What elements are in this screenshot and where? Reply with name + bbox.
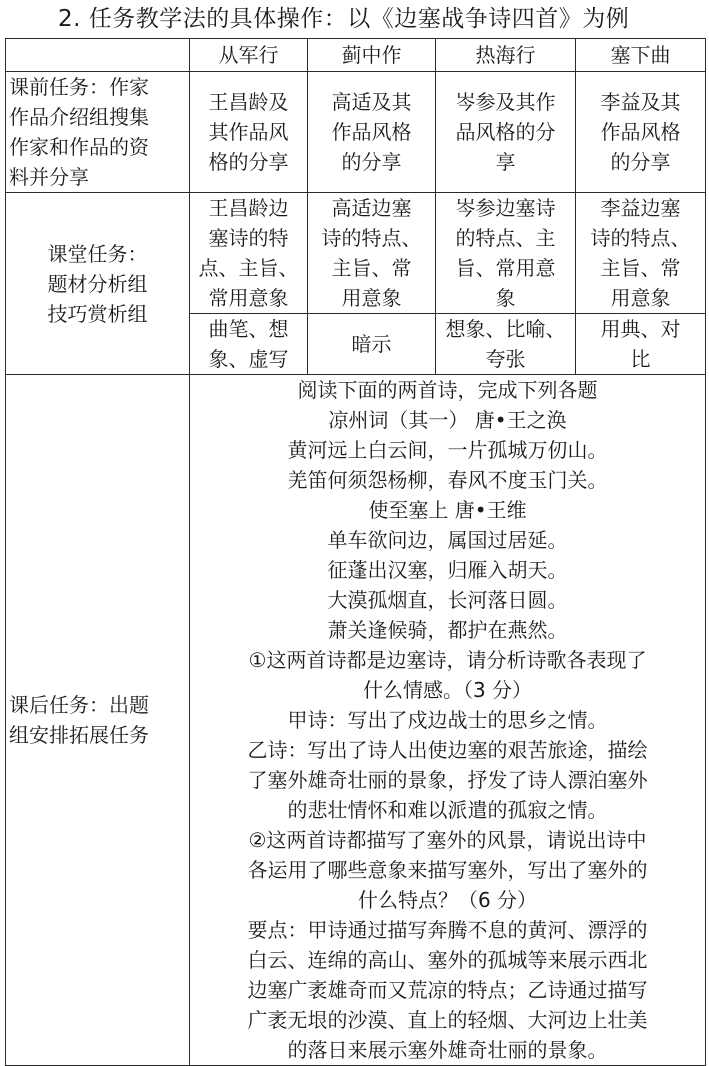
poem-line: 征蓬出汉塞，归雁入胡天。 (327, 558, 568, 582)
answer-1-line: 甲诗：写出了戍边战士的思乡之情。 (287, 708, 608, 732)
question-1-line: 什么情感。（3 分） (362, 678, 533, 702)
poem-line: 羌笛何须怨杨柳，春风不度玉门关。 (287, 468, 608, 492)
poem-line: 黄河远上白云间，一片孤城万仞山。 (287, 438, 608, 462)
pre-class-cell-censhen: 岑参及其作 品风格的分 享 (436, 72, 576, 193)
question-2-line: 什么特点？（6 分） (357, 888, 538, 912)
question-1-line: ①这两首诗都是边塞诗，请分析诗歌各表现了 (248, 648, 647, 672)
pre-class-row (6, 72, 706, 193)
poem-line: 大漠孤烟直，长河落日圆。 (327, 588, 568, 612)
answer-2-line: 白云、连绵的高山、塞外的孤城等来展示西北 (247, 948, 648, 972)
header-cell-rehaixing: 热海行 (436, 39, 576, 72)
poem-title-liangzhouci: 凉州词（其一） 唐•王之涣 (328, 408, 567, 432)
page-title: 2. 任务教学法的具体操作：以《边塞战争诗四首》为例 (58, 6, 630, 32)
task-teaching-table (5, 38, 706, 1066)
question-2-line: 各运用了哪些意象来描写塞外，写出了塞外的 (247, 858, 648, 882)
theme-cell-liyi: 李益边塞 诗的特点、 主旨、常 用意象 (576, 193, 706, 314)
header-cell-saixiaqu: 塞下曲 (576, 39, 706, 72)
theme-cell-wangchangling: 王昌龄边 塞诗的特 点、主旨、 常用意象 (190, 193, 308, 314)
technique-cell-gaoshi: 暗示 (308, 314, 436, 375)
instruction-line: 阅读下面的两首诗，完成下列各题 (297, 378, 598, 402)
header-row (6, 39, 706, 72)
pre-class-cell-wangchangling: 王昌龄及 其作品风 格的分享 (190, 72, 308, 193)
after-class-row (6, 375, 706, 1066)
poem-title-shizhisaishang: 使至塞上 唐•王维 (368, 498, 527, 522)
after-class-label: 课后任务：出题 组安排拓展任务 (6, 375, 190, 1066)
in-class-theme-row (6, 193, 706, 314)
poem-line: 单车欲问边，属国过居延。 (327, 528, 568, 552)
answer-2-line: 要点：甲诗通过描写奔腾不息的黄河、漂浮的 (247, 918, 648, 942)
answer-1-line: 乙诗：写出了诗人出使边塞的艰苦旅途，描绘 (247, 738, 648, 762)
header-cell-jizhongzuo: 蓟中作 (308, 39, 436, 72)
pre-class-label: 课前任务：作家 作品介绍组搜集 作家和作品的资 料并分享 (6, 72, 190, 193)
header-corner-cell (6, 39, 190, 72)
question-2-line: ②这两首诗都描写了塞外的风景，请说出诗中 (248, 828, 647, 852)
technique-cell-censhen: 想象、比喻、 夸张 (436, 314, 576, 375)
answer-1-line: 了塞外雄奇壮丽的景象，抒发了诗人漂泊塞外 (247, 768, 648, 792)
technique-cell-wangchangling: 曲笔、想 象、虚写 (190, 314, 308, 375)
pre-class-cell-liyi: 李益及其 作品风格 的分享 (576, 72, 706, 193)
header-cell-congjunxing: 从军行 (190, 39, 308, 72)
answer-2-line: 边塞广袤雄奇而又荒凉的特点；乙诗通过描写 (247, 978, 648, 1002)
pre-class-cell-gaoshi: 高适及其 作品风格 的分享 (308, 72, 436, 193)
answer-2-line: 广袤无垠的沙漠、直上的轻烟、大河边上壮美 (247, 1008, 648, 1032)
technique-cell-liyi: 用典、对 比 (576, 314, 706, 375)
theme-cell-censhen: 岑参边塞诗 的特点、主 旨、常用意 象 (436, 193, 576, 314)
poem-line: 萧关逢候骑，都护在燕然。 (327, 618, 568, 642)
answer-1-line: 的悲壮情怀和难以派遣的孤寂之情。 (287, 798, 608, 822)
answer-2-line: 的落日来展示塞外雄奇壮丽的景象。 (287, 1038, 608, 1062)
theme-cell-gaoshi: 高适边塞 诗的特点、 主旨、常 用意象 (308, 193, 436, 314)
in-class-label: 课堂任务： 题材分析组 技巧赏析组 (6, 193, 190, 375)
after-class-content (190, 375, 706, 1066)
